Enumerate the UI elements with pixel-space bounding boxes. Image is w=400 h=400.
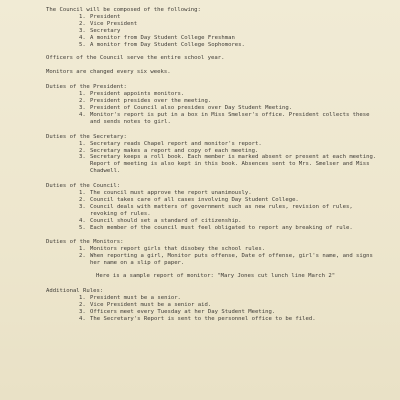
president-heading: Duties of the President:: [46, 84, 127, 91]
list-item: 1. Secretary reads Chapel report and monitor's report.: [79, 140, 262, 147]
list-item: 4. The Secretary's Report is sent to the personnel office to be filed.: [79, 315, 316, 322]
additional-section: [46, 288, 388, 323]
list-item: 5. A monitor from Day Student College Sophomores.: [79, 41, 245, 48]
president-list: [46, 91, 388, 126]
list-item: 1. The council must approve the report unanimously.: [79, 190, 252, 197]
composition-list: [46, 14, 388, 49]
council-list: [46, 190, 388, 231]
additional-list: [46, 295, 388, 323]
president-section: [46, 84, 388, 125]
additional-heading: Additional Rules:: [46, 288, 104, 294]
list-item: 2. Vice President: [79, 20, 138, 27]
list-item: 2. Vice President must be a senior aid.: [79, 301, 212, 308]
composition-section: [46, 7, 388, 48]
sample-report: Here is a sample report of monitor: "Mary Jones cut lunch line March 2": [96, 273, 336, 280]
list-item: 3. Secretary: [79, 27, 121, 34]
council-heading: Duties of the Council:: [46, 183, 121, 190]
list-item: 1. President appoints monitors.: [79, 91, 185, 98]
secretary-list: [46, 141, 388, 176]
list-item: 4. Council should set a standard of citizenship.: [79, 217, 242, 224]
list-item: 5. Each member of the council must feel obligated to report any breaking of rule.: [79, 224, 353, 231]
list-item: 2. President presides over the meeting.: [79, 98, 212, 105]
list-item: 3. Officers meet every Tuesday at her Day Student Meeting.: [79, 308, 276, 315]
list-item: 2. Council takes care of all cases involving Day Student College.: [79, 196, 299, 203]
monitors-list: [46, 246, 388, 267]
list-item: 1. Monitors report girls that disobey the school rules.: [79, 246, 266, 253]
list-item: 3. President of Council also presides over Day Student Meeting.: [79, 104, 293, 111]
officers-note: Officers of the Council serve the entire school year.: [46, 55, 225, 62]
monitors-note: Monitors are changed every six weeks.: [46, 69, 171, 76]
list-item: 3. Secretary keeps a roll book. Each member is marked absent or present at each meeting. Report of meeting is also kept in this book. Absences sent to Mrs. Smelser and Miss Chadwell.: [79, 154, 377, 175]
secretary-section: [46, 134, 388, 175]
document-body: [46, 7, 388, 323]
list-item: 1. President: [79, 13, 121, 20]
list-item: 2. Secretary makes a report and copy of each meeting.: [79, 147, 259, 154]
monitors-heading: Duties of the Monitors:: [46, 239, 124, 246]
list-item: 3. Council deals with matters of government such as new rules, revision of rules, revoking of rules.: [79, 203, 353, 217]
list-item: 4. A monitor from Day Student College Freshman: [79, 34, 235, 41]
list-item: 2. When reporting a girl, Monitor puts offense, Date of offense, girl's name, and signs her name on a slip of paper.: [79, 253, 373, 267]
council-section: [46, 183, 388, 231]
composition-intro: The Council will be composed of the following:: [46, 7, 201, 13]
monitors-section: [46, 239, 388, 280]
secretary-heading: Duties of the Secretary:: [46, 133, 127, 140]
list-item: 4. Monitor's report is put in a box in Miss Smelser's office. President collects these and sends notes to girl.: [79, 111, 370, 125]
list-item: 1. President must be a senior.: [79, 294, 181, 301]
